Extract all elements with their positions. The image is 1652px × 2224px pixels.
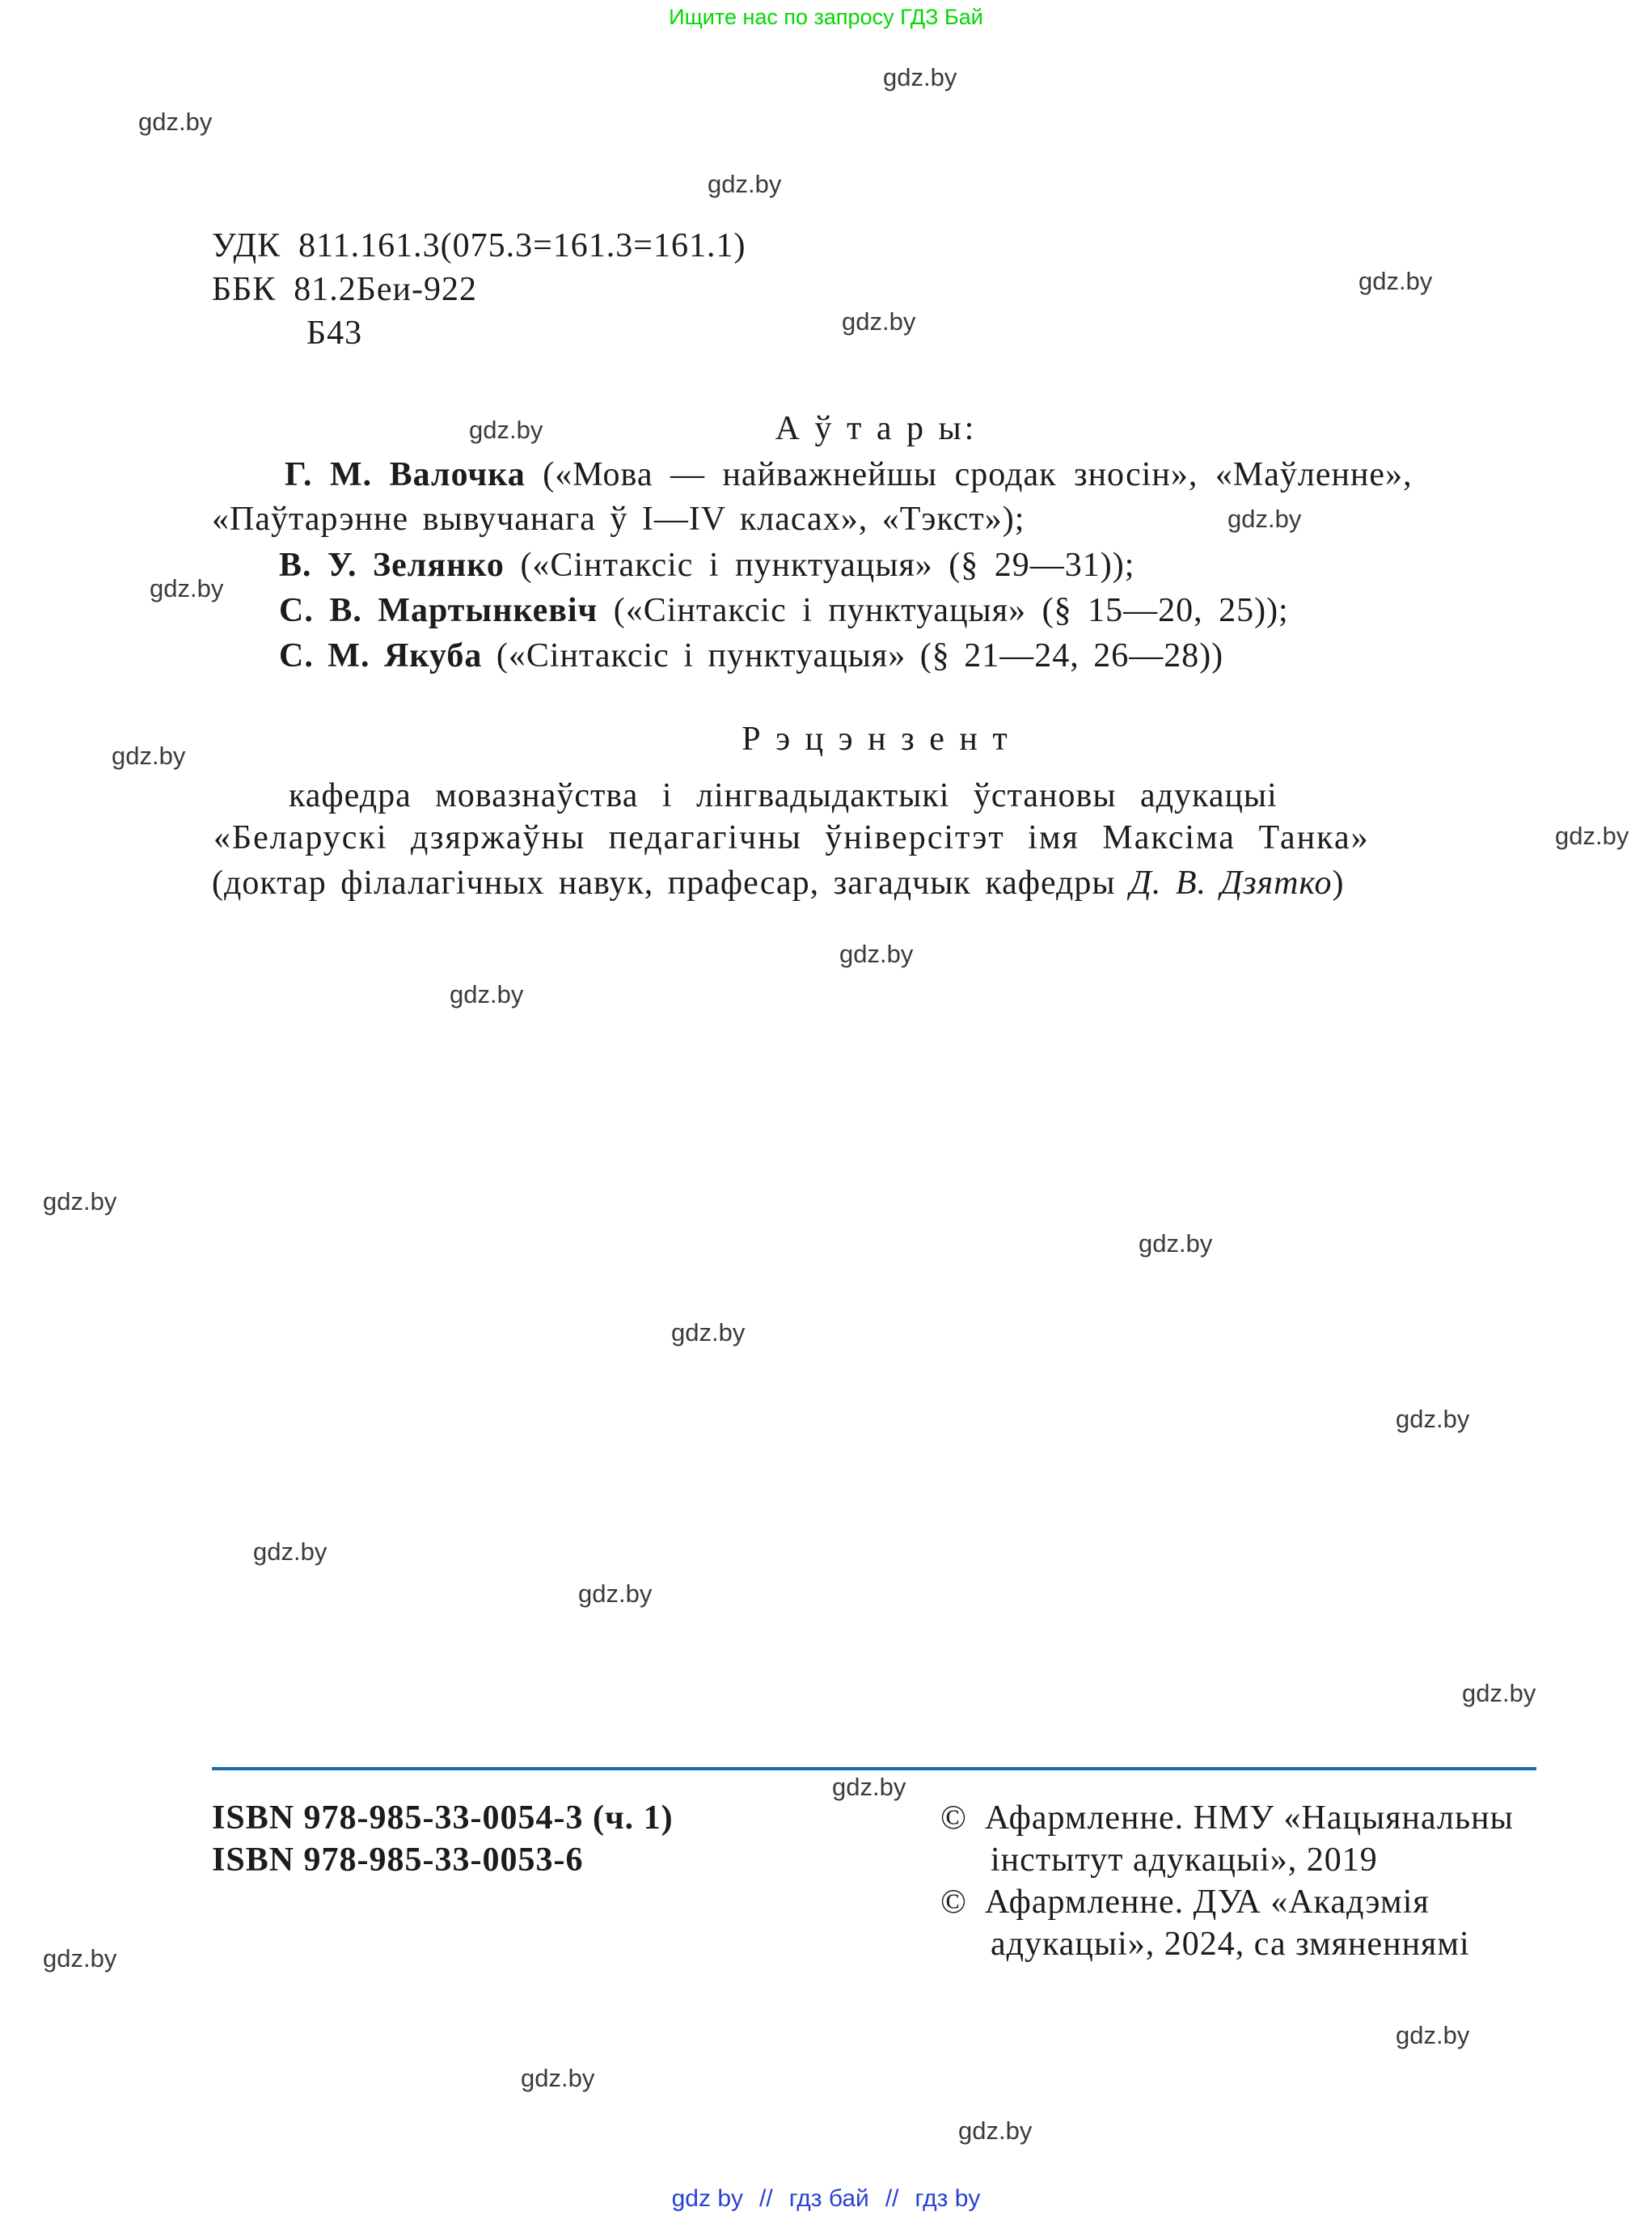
text-segment: (доктар філалагічных навук, прафесар, загадчык кафедры [212,865,1130,902]
book-code: Б43 [306,315,363,352]
copyright-line: © Афармленне. ДУА «Акадэмія [940,1884,1430,1921]
reviewer-name: Д. В. Дзятко [1130,865,1333,902]
footer-separator: // [885,2185,899,2212]
watermark-gdzby: gdz.by [150,574,224,603]
watermark-gdzby: gdz.by [1227,505,1302,533]
author-name: С. М. Якуба [279,637,483,674]
watermark-gdzby: gdz.by [253,1537,327,1566]
author-line [279,636,1223,675]
footer-links [0,2185,1652,2213]
watermark-gdzby: gdz.by [138,108,213,136]
author-name: Г. М. Валочка [285,456,526,493]
footer-link[interactable]: гдз бай [788,2185,869,2212]
watermark-gdzby: gdz.by [1555,822,1629,850]
copyright-line: інстытут адукацыі», 2019 [991,1841,1378,1879]
text-segment: «Паўтарэнне вывучанага ў І—IV класах», «Тэкст»); [212,501,1025,538]
reviewer-line: кафедра мовазнаўства і лінгвадыдактыкі ўстановы адукацыі [289,777,1278,814]
reviewer-line [212,864,1345,903]
author-name: В. У. Зелянко [279,547,505,584]
text-segment: («Сінтаксіс і пунктуацыя» (§ 29—31)); [504,547,1135,584]
watermark-gdzby: gdz.by [43,1944,117,1972]
watermark-gdzby: gdz.by [832,1773,906,1801]
watermark-gdzby: gdz.by [708,170,782,198]
watermark-gdzby: gdz.by [671,1318,746,1347]
watermark-gdzby: gdz.by [43,1187,117,1216]
authors-heading: А ў т а р ы: [775,410,978,447]
watermark-gdzby: gdz.by [1462,1679,1536,1707]
text-segment: («Сінтаксіс і пунктуацыя» (§ 15—20, 25)); [598,592,1289,629]
watermark-gdzby: gdz.by [112,742,186,770]
site-banner: Ищите нас по запросу ГДЗ Бай [669,5,983,29]
author-line [279,546,1134,585]
watermark-gdzby: gdz.by [1396,2021,1470,2049]
watermark-gdzby: gdz.by [842,307,916,336]
watermark-gdzby: gdz.by [883,63,957,91]
watermark-gdzby: gdz.by [1139,1229,1213,1258]
author-name: С. В. Мартынкевіч [279,592,598,629]
reviewer-heading: Р э ц э н з е н т [741,721,1011,758]
watermark-gdzby: gdz.by [839,940,914,968]
watermark-gdzby: gdz.by [469,416,543,444]
watermark-gdzby: gdz.by [521,2064,595,2092]
isbn-line: ISBN 978-985-33-0053-6 [212,1841,584,1879]
footer-link[interactable]: гдз by [915,2185,981,2212]
watermark-gdzby: gdz.by [1358,267,1433,295]
text-segment: ) [1332,865,1345,902]
copyright-line: © Афармленне. НМУ «Нацыянальны [940,1799,1514,1837]
footer-link[interactable]: gdz by [671,2185,744,2212]
watermark-gdzby: gdz.by [1396,1405,1470,1433]
isbn-line: ISBN 978-985-33-0054-3 (ч. 1) [212,1799,674,1837]
watermark-gdzby: gdz.by [958,2116,1033,2145]
text-segment: («Сінтаксіс і пунктуацыя» (§ 21—24, 26—28)) [482,637,1224,674]
copyright-line: адукацыі», 2024, са змяненнямі [991,1926,1470,1963]
divider-rule [212,1767,1536,1770]
footer-separator: // [759,2185,773,2212]
udk-line: УДК 811.161.3(075.3=161.3=161.1) [212,227,746,264]
reviewer-line: «Беларускі дзяржаўны педагагічны ўніверсітэт імя Максіма Танка» [213,819,1370,856]
text-segment: («Мова — найважнейшы сродак зносін», «Маўленне», [525,456,1413,493]
author-line [212,500,1025,539]
watermark-gdzby: gdz.by [450,980,524,1008]
watermark-gdzby: gdz.by [578,1579,653,1608]
author-line [285,455,1413,494]
bbk-line: ББК 81.2Беи-922 [212,271,477,308]
author-line [279,591,1289,630]
